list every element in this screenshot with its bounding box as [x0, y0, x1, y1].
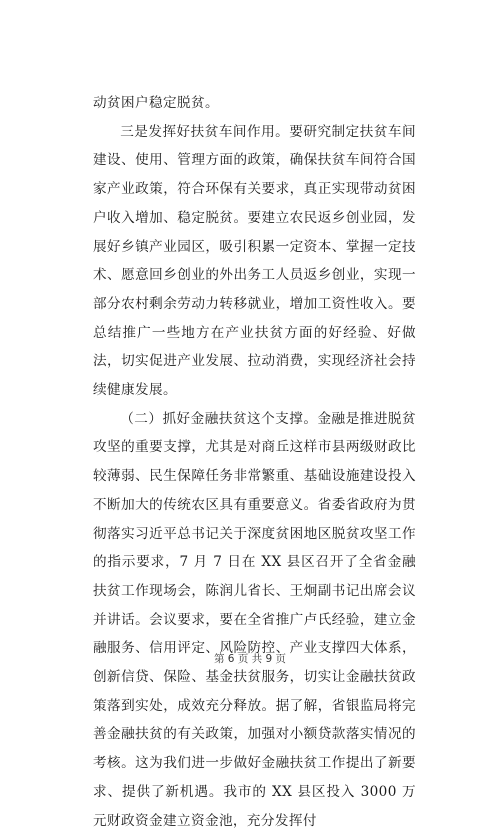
- paragraph-finance: （二）抓好金融扶贫这个支撑。金融是推进脱贫攻坚的重要支撑，尤其是对商丘这样市县两级财政比较薄弱、民生保障任务非常繁重、基础设施建设投入不断加大的传统农区具有重要意义。省委省政府为贯彻落实习近平总书记关于深度贫困地区脱贫攻坚工作的指示要求，7 月 7 日在 XX 县区召开了全省金融扶贫工作现场会，陈润儿省长、王炯副书记出席会议并讲话。会议要求，要在全省推广卢氏经验，建立金融服务、信用评定、风险防控、产业支撑四大体系，创新信贷、保险、基金扶贫服务，切实让金融扶贫政策落到实处，成效充分释放。据了解，省银监局将完善金融扶贫的有关政策，加强对小额贷款落实情况的考核。这为我们进一步做好金融扶贫工作提出了新要求、提供了新机遇。我市的 XX 县区投入 3000 万元财政资金建立资金池，充分发挥付: [93, 410, 416, 829]
- page-number-footer: 第 6 页 共 9 页: [213, 653, 287, 665]
- paragraph-workshop: 三是发挥好扶贫车间作用。要研究制定扶贫车间建设、使用、管理方面的政策，确保扶贫车间符合国家产业政策，符合环保有关要求，真正实现带动贫困户收入增加、稳定脱贫。要建立农民返乡创业园，发展好乡镇产业园区，吸引积累一定资本、掌握一定技术、愿意回乡创业的外出务工人员返乡创业，实现一部分农村剩余劳动力转移就业，增加工资性收入。要总结推广一些地方在产业扶贫方面的好经验、好做法，切实促进产业发展、拉动消费，实现经济社会持续健康发展。: [93, 123, 416, 399]
- document-body: [93, 89, 416, 835]
- paragraph-continuation: 动贫困户稳定脱贫。: [93, 95, 219, 111]
